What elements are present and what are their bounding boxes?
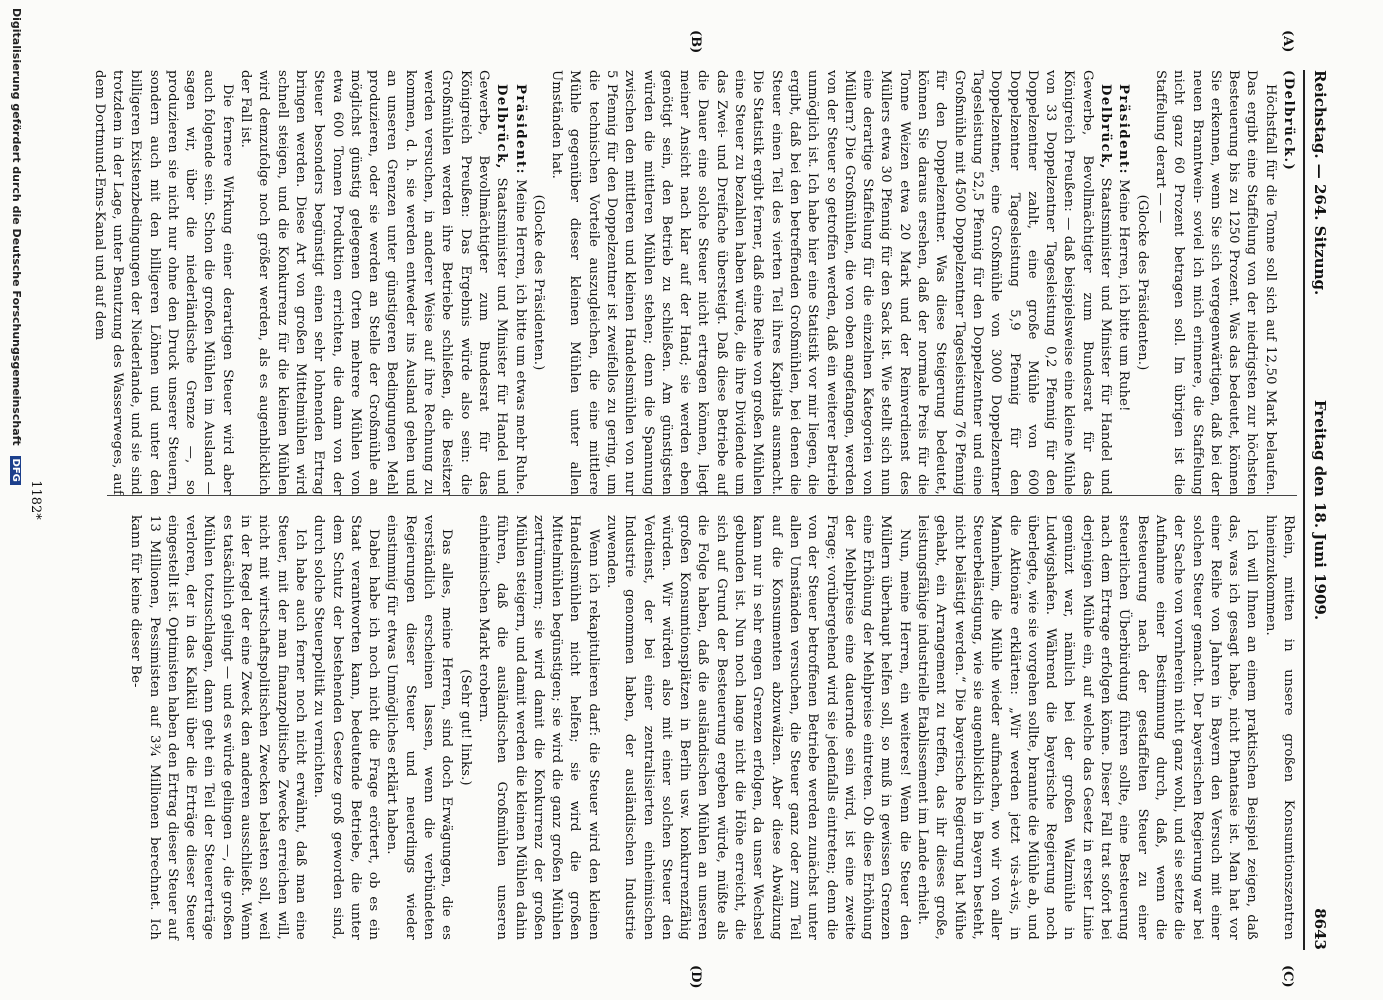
paragraph: Rhein, mitten in unsere großen Konsumtionszentren hineinzukommen. — [1262, 515, 1296, 940]
paragraph: Ich habe auch ferner noch nicht erwähnt, daß man eine Steuer, mit der man finanzpolitische Zwecke erreichen will, nicht mit wirtschaftspolitischen Zwecken belasten soll, weil in der Regel der eine Zweck den anderen ausschließt. Wenn es tatsächlich gelingt — und es würde gelingen —, die großen Mühlen totzuschlagen, dann geht ein Teil der Steuererträge verloren, der in das Kalkül über die Erträge dieser Steuer eingestellt ist. Optimisten haben den Ertrag dieser Steuer auf 13 Millionen, Pessimisten auf 3¾ Millionen berechnet. Ich kann für keine dieser Be- — [128, 515, 308, 940]
paragraph: Dabei habe ich noch nicht die Frage erörtert, ob es ein Staat verantworten kann, bedeutende Betriebe, die unter dem Schutz der bestehenden Gesetze groß geworden sind, durch solche Steuerpolitik zu vernichten. — [311, 515, 382, 940]
speaker-label: Präsident: — [1116, 84, 1132, 176]
paragraph: Die fernere Wirkung einer derartigen Steuer wird aber auch folgende sein. Schon die großen Mühlen im Ausland — sagen wir, über die niederländische Grenze —, so produzieren sie nicht nur ohne den Druck unserer Steuern, sondern auch mit den billigeren Löhnen und unter den billigeren Existenzbedingungen der Niederlande, und sie sind trotzdem in der Lage, unter Benutzung des Wasserweges, auf dem Dortmund-Ems-Kanal und auf dem — [91, 70, 235, 495]
paragraph: Das alles, meine Herren, sind doch Erwägungen, die es verständlich erscheinen lassen, wenn die verbündeten Regierungen dieser Steuer und neuerdings wieder einstimmig für etwas Unmögliches erklärt haben. — [384, 515, 455, 940]
stage-note: (Sehr gut! links.) — [457, 669, 473, 786]
speaker-label: Delbrück, — [1098, 84, 1114, 170]
margin-mark-d: (D) — [688, 965, 703, 989]
paragraph: Delbrück, Staatsminister und Minister für Handel und Gewerbe, Bevollmächtigter zum Bundesrat für das Königreich Preußen: — daß beispielsweise eine kleine Mühle von 33 Doppelzentner Tagesleistung 0,2 Pfennig für den Doppelzentner zahlt, eine große Mühle von 600 Doppelzentner Tagesleistung 5,9 Pfennig für den Doppelzentner, eine Großmühle von 3000 Doppelzentner Tagesleistung 52,5 Pfennig für den Doppelzentner und eine Großmühle mit 4500 Doppelzentner Tagesleistung 76 Pfennig für den Doppelzentner. Was diese Steigerung bedeutet, können Sie daraus ersehen, daß der normale Preis für die Tonne Weizen etwa 20 Mark und der Reinverdienst des Müllers etwa 30 Pfennig für den Sack ist. Wie stellt sich nun eine derartige Staffelung für die einzelnen Kategorien von Müllern? Die Großmühlen, die von oben angefangen, werden von der Steuer so getroffen werden, daß ein weiterer Betrieb unmöglich ist. Ich habe hier eine Statistik vor mir liegen, die ergibt, daß bei den betreffenden Großmühlen, bei denen die Steuer einen Teil des vierten Teil ihres Kapitals ausmacht. Die Statistik ergibt ferner, daß eine Reihe von großen Mühlen eine Steuer zu bezahlen haben würde, die ihre Dividende um das Zwei- und Dreifache übersteigt. Daß diese Betriebe auf die Dauer eine solche Steuer nicht ertragen können, liegt meiner Ansicht nach klar auf der Hand; sie werden eben genötigt sein, den Betrieb zu schließen. Am günstigsten würden die mittleren Mühlen stehen; denn die Spannung zwischen den mittleren und kleinen Handelsmühlen von nur 5 Pfennig für den Doppelzentner ist zweifellos zu gering, um die technischen Vorteile auszugleichen, die eine mittlere Mühle gegenüber dieser kleinen Mühlen unter allen Umständen hat. — [549, 70, 1114, 495]
dfg-logo-icon: DFG — [10, 456, 21, 485]
paragraph: Höchstfall für die Tonne soll sich auf 12,50 Mark belaufen. Das ergibt eine Staffelung von der niedrigsten zur höchsten Besteuerung bis zu 1250 Prozent. Was das bedeutet, können Sie erkennen, wenn Sie sich vergegenwärtigen, daß bei der neuen Branntwein- soviel ich mich erinnere, die Staffelung nicht ganz 60 Prozent betragen soll. Im übrigen ist die Staffelung derart — — — [1152, 70, 1278, 495]
page-signature: 1182* — [28, 480, 43, 520]
margin-mark-b: (B) — [688, 30, 703, 54]
paragraph: Präsident: Meine Herren, ich bitte um Ruhe! — [1116, 84, 1132, 412]
header-date: Freitag den 18. Juni 1909. — [1311, 399, 1329, 621]
paragraph: Delbrück, Staatsminister und Minister für Handel und Gewerbe, Bevollmächtigter zum Bundesrat für das Königreich Preußen: Das Ergebnis würde also sein: die Großmühlen werden ihre Betriebe schließen, die Besitzer werden versuchen, in anderer Weise auf ihre Rechnung zu kommen, d. h. sie werden entweder ins Ausland gehen und an unseren Grenzen unter günstigeren Bedingungen Mehl produzieren, oder sie werden an Stelle der Großmühle an möglichst günstig gelegenen Orten mehrere Mühlen von etwa 600 Tonnen Produktion errichten, die dann von der Steuer besonders begünstigt einen sehr lohnenden Ertrag bringen werden. Diese Art von großen Mittelmühlen wird schnell steigen, und die Konkurrenz für die kleinen Mühlen wird demzufolge noch größer werden, als es augenblicklich der Fall ist. — [238, 70, 510, 495]
paragraph: Wenn ich rekapitulieren darf: die Steuer wird den kleinen Handelsmühlen nicht helfen; sie wird die großen Mittelmühlen begünstigen; sie wird die ganz großen Mühlen zertrümmern; sie wird damit die Konkurrenz der großen Mühlen steigern, und damit werden die kleinen Mühlen dahin führen, daß die ausländischen Großmühlen unseren einheimischen Markt erobern. — [475, 515, 601, 940]
margin-mark-c: (C) — [1280, 965, 1295, 988]
column-divider — [107, 495, 1297, 496]
right-column — [126, 515, 1297, 940]
digitization-credit-text: Digitalisierung gefördert durch die Deutsche Forschungsgemeinschaft — [10, 8, 23, 446]
digitization-credit — [10, 8, 23, 998]
left-column — [89, 70, 1297, 495]
paragraph: Nun, meine Herren, ein weiteres! Wenn die Steuer den Müllern überhaupt helfen soll, so muß in gewissen Grenzen eine Erhöhung der Mehlpreise eintreten. Ob diese Erhöhung der Mehlpreise eine dauernde sein wird, ist eine zweite Frage; vorübergehend wird sie jedenfalls eintreten; denn die von der Steuer betroffenen Betriebe werden zunächst unter allen Umständen versuchen, die Steuer ganz oder zum Teil auf die Konsumenten abzuwälzen. Aber diese Abwälzung kann nur in sehr engen Grenzen erfolgen, da unser Wechsel gebunden ist. Nun noch lange nicht die Höhe erreicht, die sich auf Grund der Besteuerung ergeben würde, müßte als die Folge haben, daß die ausländischen Mühlen an unseren großen Konsumtionsplätzen in Berlin usw. konkurrenzfähig würden. Wir würden also mit einer solchen Steuer den Verdienst, der bei einer zentralisierten einheimischen Industrie genommen haben, der ausländischen Industrie zuwenden. — [604, 515, 912, 940]
page-header — [1303, 70, 1331, 950]
margin-mark-a: (A) — [1280, 30, 1295, 53]
speaker-label: Präsident: — [512, 84, 528, 176]
stage-note: (Glocke des Präsidenten.) — [1134, 194, 1150, 371]
header-left: Reichstag. — 264. Sitzung. — [1311, 70, 1329, 296]
paragraph: Präsident: Meine Herren, ich bitte um etwas mehr Ruhe. — [512, 84, 528, 495]
stage-note: (Glocke des Präsidenten.) — [530, 194, 546, 371]
header-page-number: 8643 — [1311, 908, 1329, 950]
paragraph: Ich will Ihnen an einem praktischen Beispiel zeigen, daß das, was ich gesagt habe, nicht Phantasie ist. Man hat vor einer Reihe von Jahren in Bayern den Versuch mit einer solchen Steuer gemacht. Der bayerischen Regierung war bei der Sache von vornherein nicht ganz wohl, und sie setzte die Aufnahme einer Bestimmung durch, daß, wenn die Besteuerung nach der gestaffelten Steuer zu einer steuerlichen Überbürdung führen sollte, eine Besteuerung nach dem Ertrage erfolgen könne. Dieser Fall trat sofort bei derjenigen Mühle ein, auf welche das Gesetz in erster Linie gemünzt war, nämlich bei der großen Walzmühle in Ludwigshafen. Während die bayerische Regierung noch überlegte, wie sie vorgehen sollte, brannte die Mühle ab, und die Aktionäre erklärten: „Wir werden jetzt vis-à-vis, in Mannheim, die Mühle wieder aufmachen, wo wir von aller Steuerbelästigung, wie sie augenblicklich in Bayern besteht, nicht belästigt werden.“ Die bayerische Regierung hat Mühe gehabt, ein Arrangement zu treffen, das ihr dieses große, leistungsfähige industrielle Etablissement im Lande erhielt. — [915, 515, 1260, 940]
speaker-label: (Delbrück.) — [1281, 70, 1296, 172]
speaker-label: Delbrück, — [494, 84, 510, 170]
